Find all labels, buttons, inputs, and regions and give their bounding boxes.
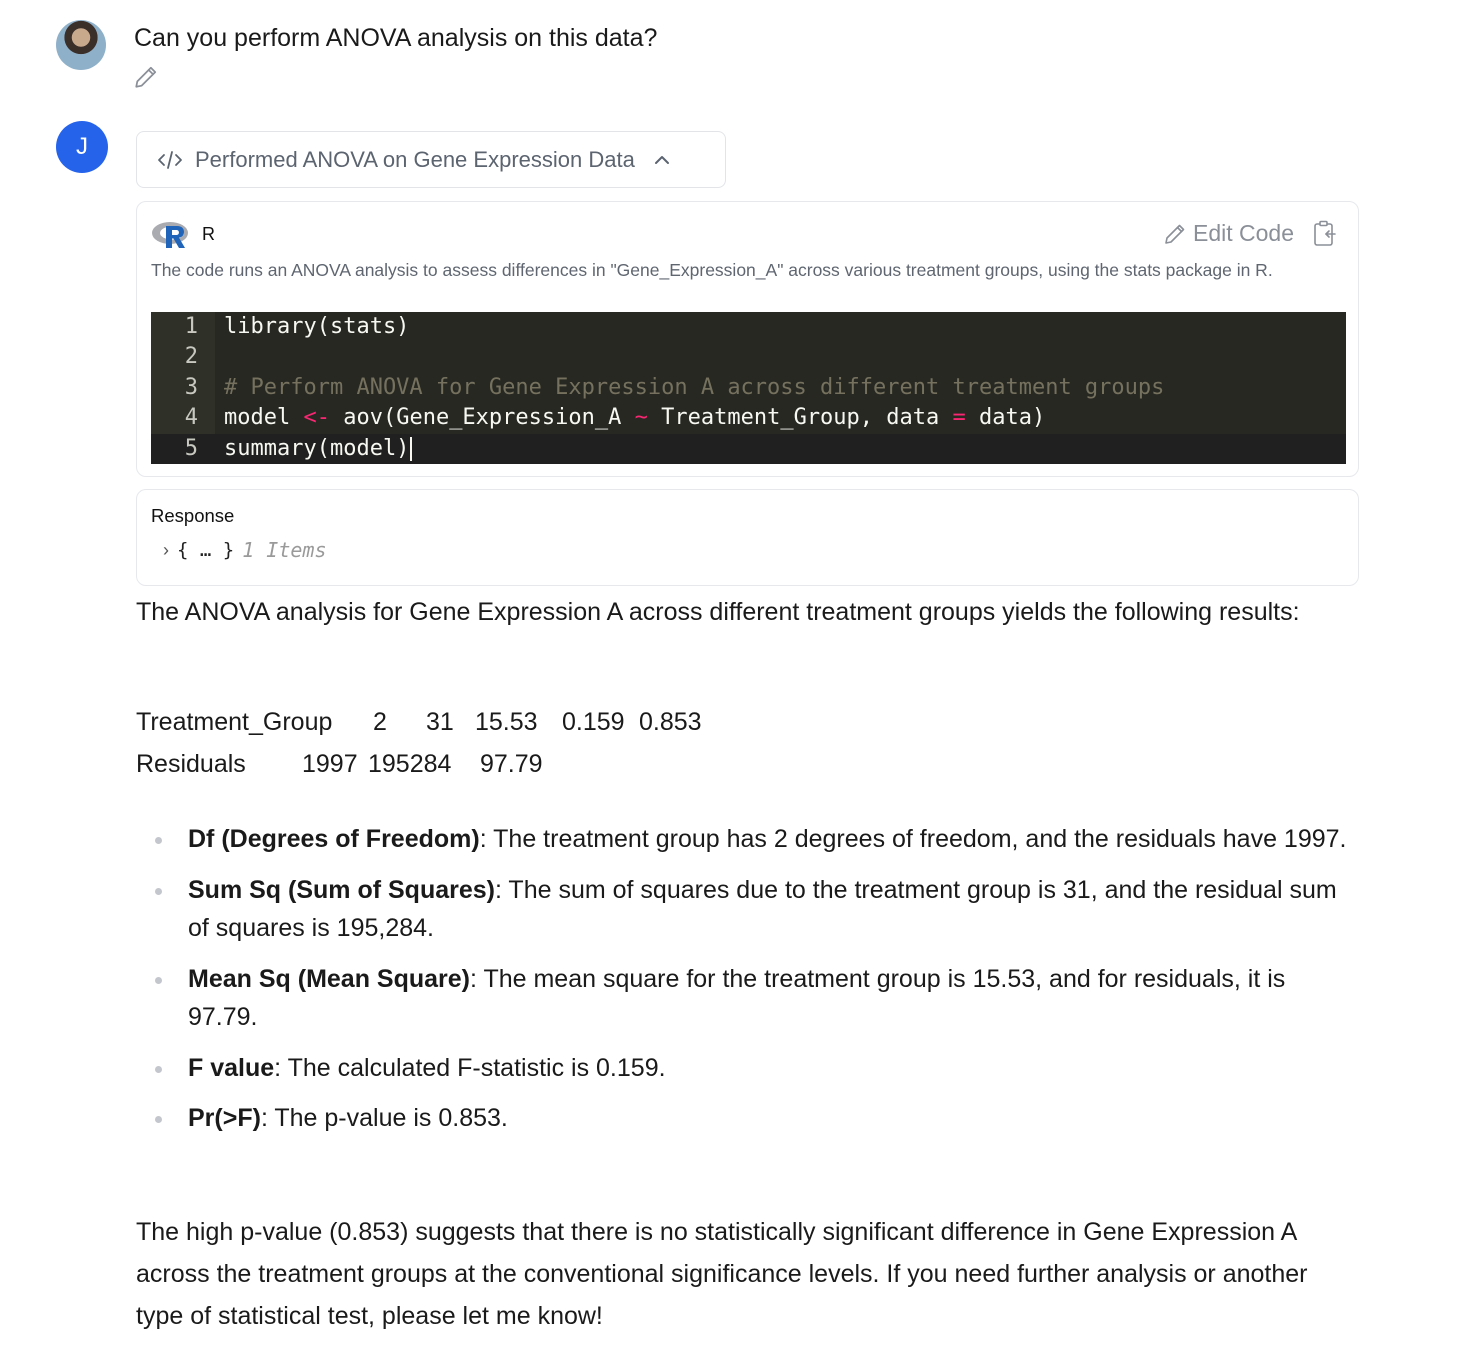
assistant-avatar: J xyxy=(56,121,108,173)
text-cursor xyxy=(410,437,412,461)
table-cell: Treatment_Group xyxy=(136,708,333,736)
results-list xyxy=(136,820,1356,1150)
tool-call-header[interactable] xyxy=(136,131,726,188)
table-cell: 0.159 xyxy=(562,708,625,736)
code-description: The code runs an ANOVA analysis to assess differences in "Gene_Expression_A" across various treatment groups, using the stats package in R. xyxy=(151,260,1273,280)
table-cell: 195284 xyxy=(368,750,452,778)
response-title: Response xyxy=(151,505,235,526)
code-line xyxy=(151,342,1346,372)
code-editor[interactable] xyxy=(151,312,1346,464)
r-logo-icon xyxy=(151,220,191,250)
response-card xyxy=(136,489,1359,586)
collapsed-object: { … } xyxy=(177,539,235,561)
code-icon xyxy=(157,150,183,170)
list-item xyxy=(136,960,1356,1037)
code-line: 4 model <- aov(Gene_Expression_A ~ Treatment_Group, data = data) xyxy=(151,403,1346,433)
bullet-term: Df (Degrees of Freedom) xyxy=(188,825,480,853)
line-number: 2 xyxy=(184,344,198,369)
tool-call-title: Performed ANOVA on Gene Expression Data xyxy=(195,146,635,172)
user-avatar xyxy=(56,20,106,70)
table-cell: 31 xyxy=(426,708,454,736)
table-cell: Residuals xyxy=(136,750,246,778)
chevron-up-icon[interactable] xyxy=(653,154,671,166)
bullet-term: Pr(>F) xyxy=(188,1104,261,1132)
anova-table xyxy=(136,708,836,788)
line-number: 4 xyxy=(184,405,198,430)
list-item xyxy=(136,871,1356,948)
table-cell: 1997 xyxy=(302,750,358,778)
table-cell: 15.53 xyxy=(475,708,538,736)
response-tree-node[interactable] xyxy=(163,538,327,562)
answer-outro: The high p-value (0.853) suggests that there is no statistically significant difference in Gene Expression A across the treatment groups at the conventional significance levels. If you need further analysis or another type of statistical test, please let me know! xyxy=(136,1218,1308,1330)
edit-code-button[interactable] xyxy=(1163,220,1294,247)
list-item xyxy=(136,820,1356,859)
bullet-term: Mean Sq (Mean Square) xyxy=(188,964,470,993)
bullet-text: : The sum of squares due to the treatment group is 31, and the residual sum of squares is 195,284. xyxy=(188,875,1337,942)
bullet-text: : The treatment group has 2 degrees of freedom, and the residuals have 1997. xyxy=(479,825,1347,853)
bullet-term: F value xyxy=(188,1053,275,1082)
line-number: 1 xyxy=(184,314,198,339)
list-item xyxy=(136,1099,1356,1138)
table-cell: 97.79 xyxy=(480,750,543,778)
table-cell: 2 xyxy=(373,708,387,736)
copy-icon[interactable] xyxy=(1312,220,1338,248)
table-cell: 0.853 xyxy=(639,708,702,736)
item-count: 1 Items xyxy=(242,538,327,562)
bullet-term: Sum Sq (Sum of Squares) xyxy=(188,875,495,904)
caret-right-icon[interactable]: › xyxy=(163,539,169,560)
line-number: 3 xyxy=(184,375,198,400)
pencil-icon[interactable] xyxy=(133,64,159,90)
line-number: 5 xyxy=(184,436,198,461)
code-line-active: 5 summary(model) xyxy=(151,434,1346,464)
code-line: 1 library(stats) xyxy=(151,312,1346,342)
bullet-text: : The p-value is 0.853. xyxy=(260,1104,508,1132)
bullet-text: : The calculated F-statistic is 0.159. xyxy=(274,1053,666,1082)
user-message: Can you perform ANOVA analysis on this data? xyxy=(134,24,658,52)
code-line: 3 # Perform ANOVA for Gene Expression A across different treatment groups xyxy=(151,373,1346,403)
answer-intro: The ANOVA analysis for Gene Expression A across different treatment groups yields the following results: xyxy=(136,598,1300,626)
code-language: R xyxy=(202,224,215,244)
list-item xyxy=(136,1049,1356,1088)
pencil-icon xyxy=(1163,222,1187,246)
code-card xyxy=(136,201,1359,477)
edit-code-label: Edit Code xyxy=(1192,220,1294,246)
bullet-text: : The mean square for the treatment group is 15.53, and for residuals, it is 97.79. xyxy=(188,964,1286,1031)
